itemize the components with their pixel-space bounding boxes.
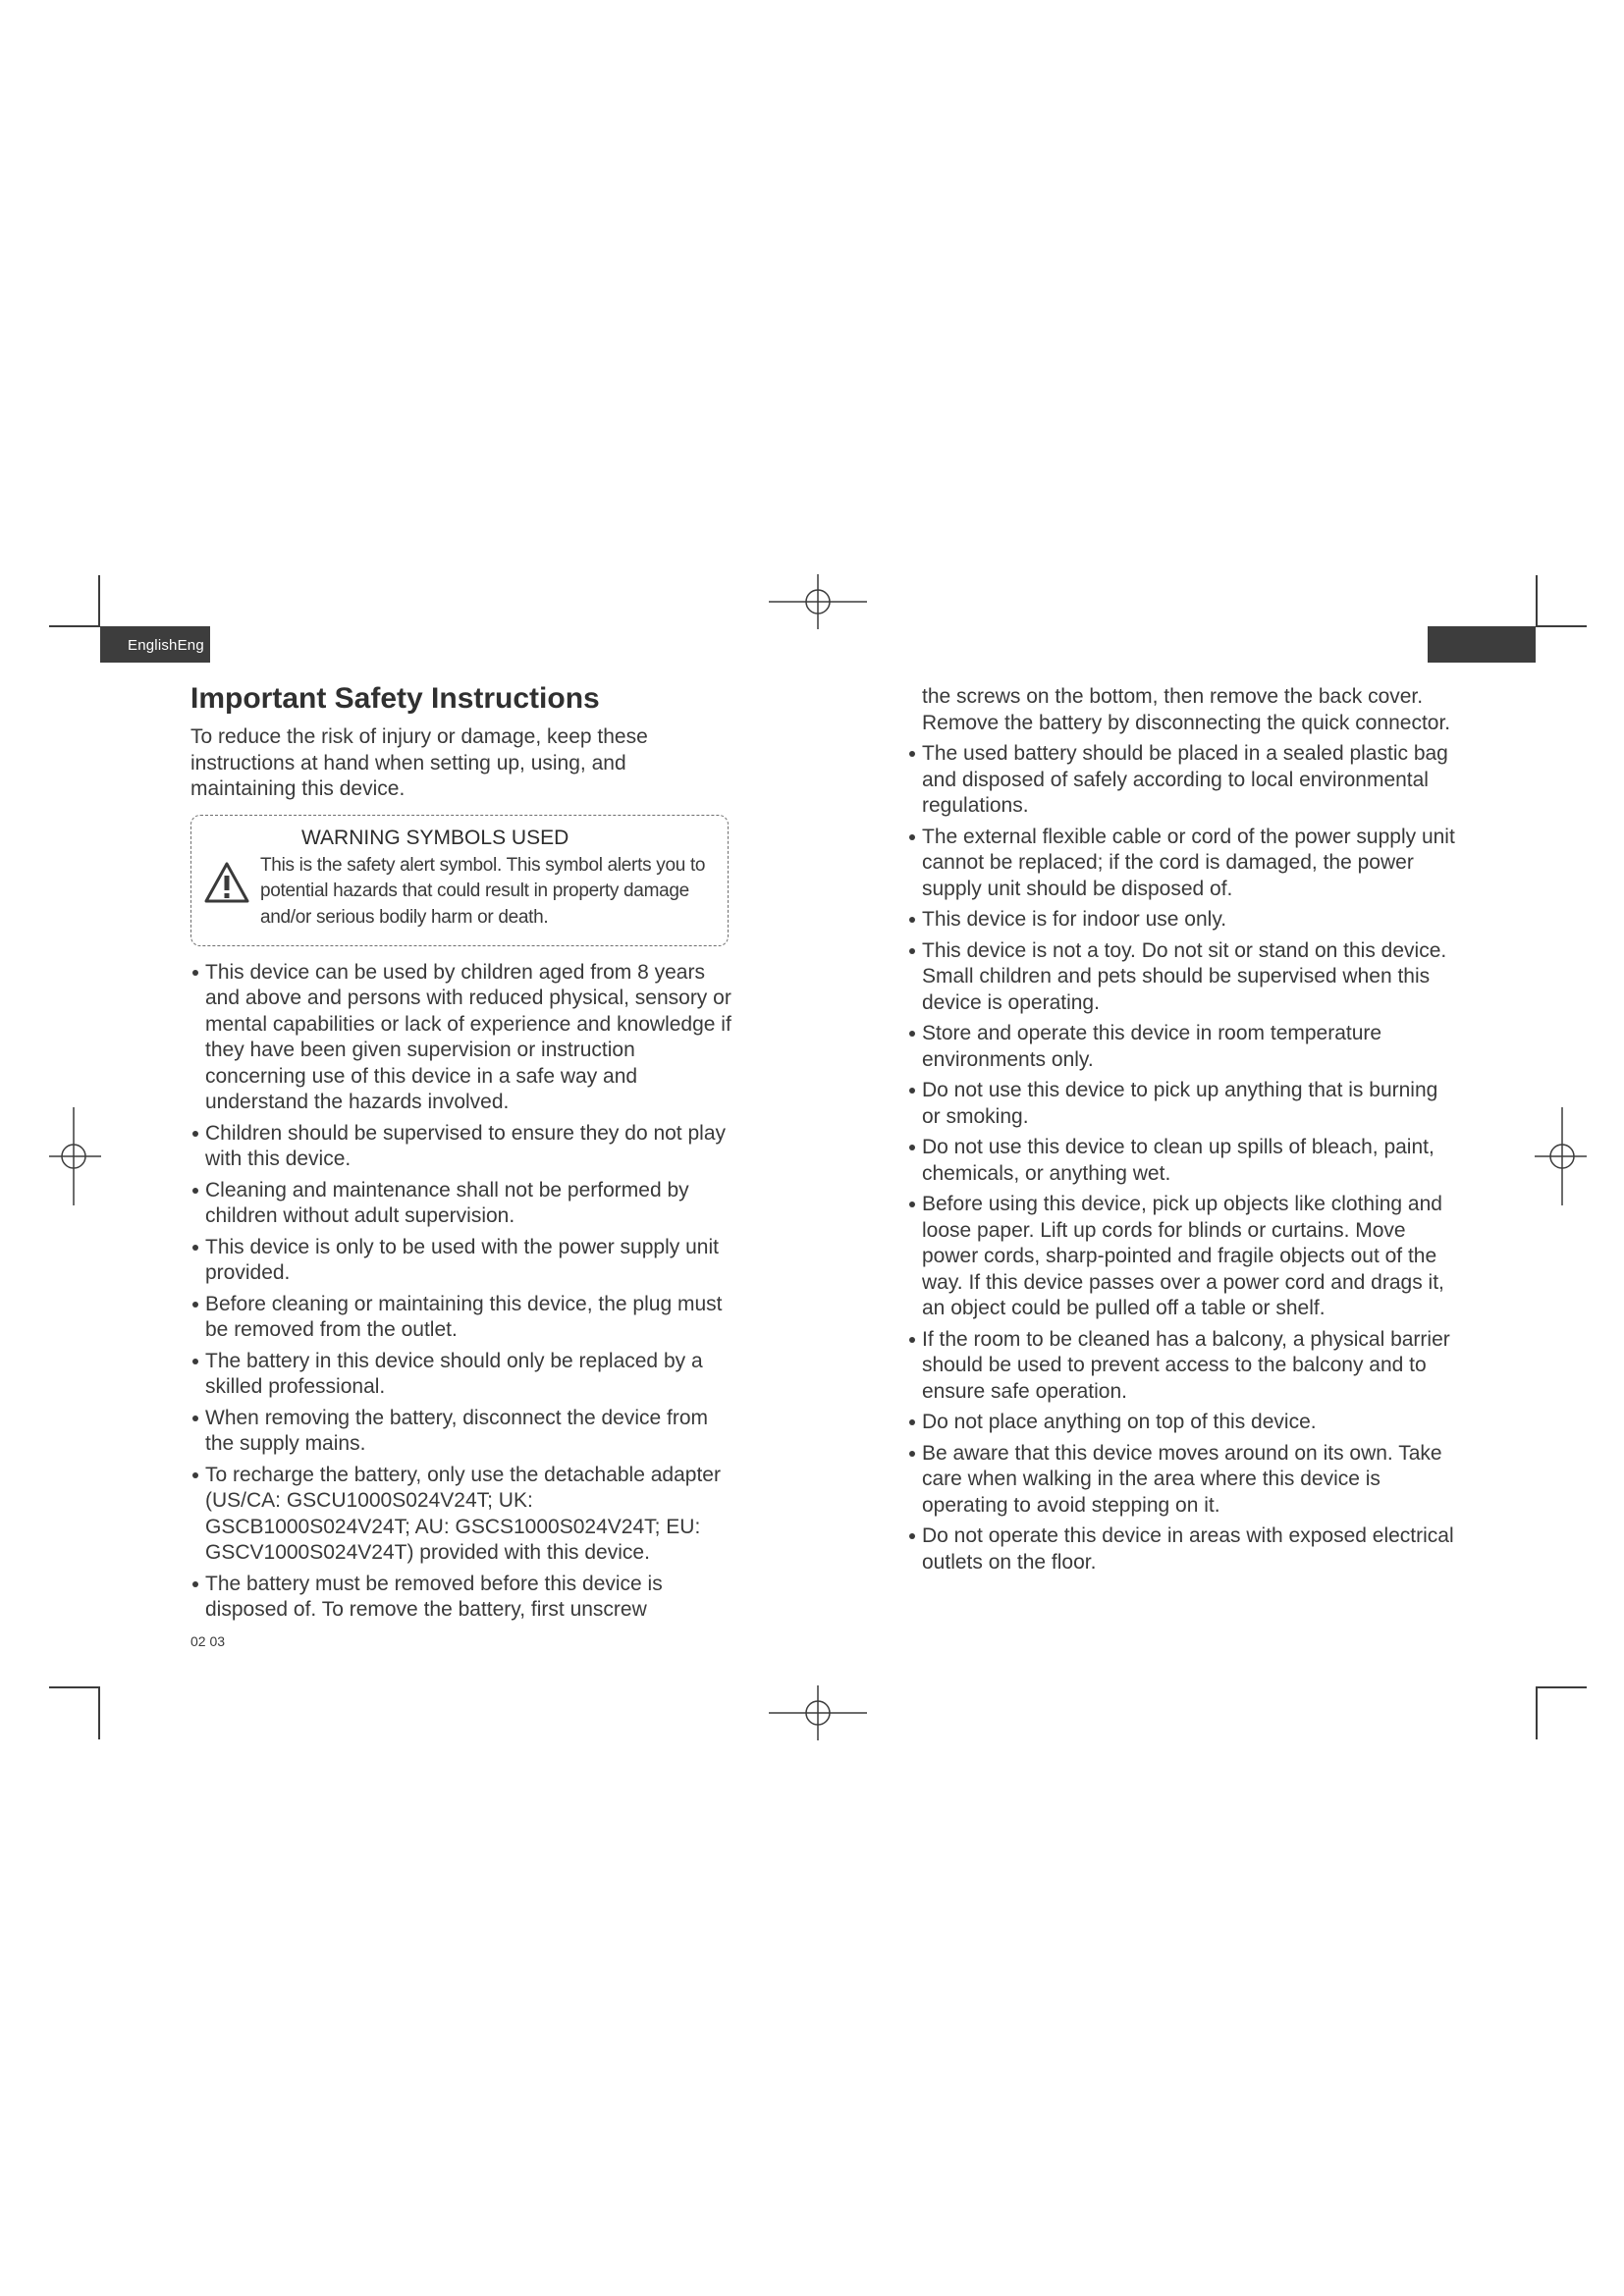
language-tab-label: EnglishEng (128, 637, 204, 654)
left-bullet-list (190, 960, 736, 1624)
crop-mark (49, 1686, 100, 1688)
list-item: Before using this device, pick up objects like clothing and loose paper. Lift up cords for blinds or curtains. Move power cords, sharp-pointed and fragile objects out of the way. If this device passes over a power cord and drags it, an object could be pulled off a table or shelf. (907, 1192, 1457, 1322)
right-column (907, 684, 1457, 1580)
crop-mark (1536, 1686, 1587, 1688)
language-tab-left (100, 626, 210, 663)
crop-mark (1536, 575, 1538, 626)
warning-text: This is the safety alert symbol. This symbol alerts you to potential hazards that could result in property damage and/or serious bodily harm or death. (260, 854, 706, 928)
list-item: Do not use this device to clean up spills of bleach, paint, chemicals, or anything wet. (907, 1135, 1457, 1187)
warning-heading: WARNING SYMBOLS USED (301, 826, 569, 849)
registration-mark-bottom (769, 1664, 867, 1762)
registration-mark-right (1513, 1107, 1611, 1205)
list-item: The battery in this device should only be replaced by a skilled professional. (190, 1349, 736, 1401)
list-item: Do not place anything on top of this device. (907, 1410, 1457, 1436)
list-item: The external flexible cable or cord of the power supply unit cannot be replaced; if the cord is damaged, the power supply unit should be disposed of. (907, 825, 1457, 903)
list-item: Do not use this device to pick up anything that is burning or smoking. (907, 1078, 1457, 1130)
list-item: This device can be used by children aged from 8 years and above and persons with reduced physical, sensory or mental capabilities or lack of experience and knowledge if they have been given supervision or instruction concerning use of this device in a safe way and understand the hazards involved. (190, 960, 736, 1116)
left-column (190, 681, 736, 1629)
list-item: When removing the battery, disconnect the device from the supply mains. (190, 1406, 736, 1458)
list-item: Do not operate this device in areas with exposed electrical outlets on the floor. (907, 1523, 1457, 1575)
list-item: This device is only to be used with the power supply unit provided. (190, 1235, 736, 1287)
crop-mark (98, 575, 100, 626)
list-item: This device is not a toy. Do not sit or stand on this device. Small children and pets should be supervised when this device is operating. (907, 938, 1457, 1017)
page-numbers: 02 03 (190, 1633, 226, 1649)
crop-mark (1536, 625, 1587, 627)
intro-paragraph: To reduce the risk of injury or damage, keep these instructions at hand when setting up, using, and maintaining this device. (190, 725, 648, 800)
continuation-text: the screws on the bottom, then remove the back cover. Remove the battery by disconnecting the quick connector. (922, 685, 1451, 734)
list-item: Before cleaning or maintaining this device, the plug must be removed from the outlet. (190, 1292, 736, 1344)
list-item: If the room to be cleaned has a balcony, a physical barrier should be used to prevent access to the balcony and to ensure safe operation. (907, 1327, 1457, 1406)
list-item: Cleaning and maintenance shall not be performed by children without adult supervision. (190, 1178, 736, 1230)
list-item: Store and operate this device in room temperature environments only. (907, 1021, 1457, 1073)
registration-mark-top (769, 553, 867, 651)
right-bullet-list (907, 741, 1457, 1575)
crop-mark (98, 1686, 100, 1739)
list-item: To recharge the battery, only use the detachable adapter (US/CA: GSCU1000S024V24T; UK: GSCB1000S024V24T; AU: GSCS1000S024V24T; EU: GSCV1000S024V24T) provided with this device. (190, 1463, 736, 1567)
page-title: Important Safety Instructions (190, 682, 600, 715)
warning-box (190, 815, 729, 946)
list-item: This device is for indoor use only. (907, 907, 1457, 934)
list-item: The battery must be removed before this device is disposed of. To remove the battery, first unscrew (190, 1572, 736, 1624)
registration-mark-left (25, 1107, 123, 1205)
crop-mark (1536, 1686, 1538, 1739)
crop-mark (49, 625, 100, 627)
language-tab-right (1428, 626, 1536, 663)
list-item: Be aware that this device moves around on its own. Take care when walking in the area where this device is operating to avoid stepping on it. (907, 1441, 1457, 1520)
list-item: Children should be supervised to ensure they do not play with this device. (190, 1121, 736, 1173)
list-item: The used battery should be placed in a sealed plastic bag and disposed of safely according to local environmental regulations. (907, 741, 1457, 820)
warning-triangle-icon (203, 861, 250, 904)
